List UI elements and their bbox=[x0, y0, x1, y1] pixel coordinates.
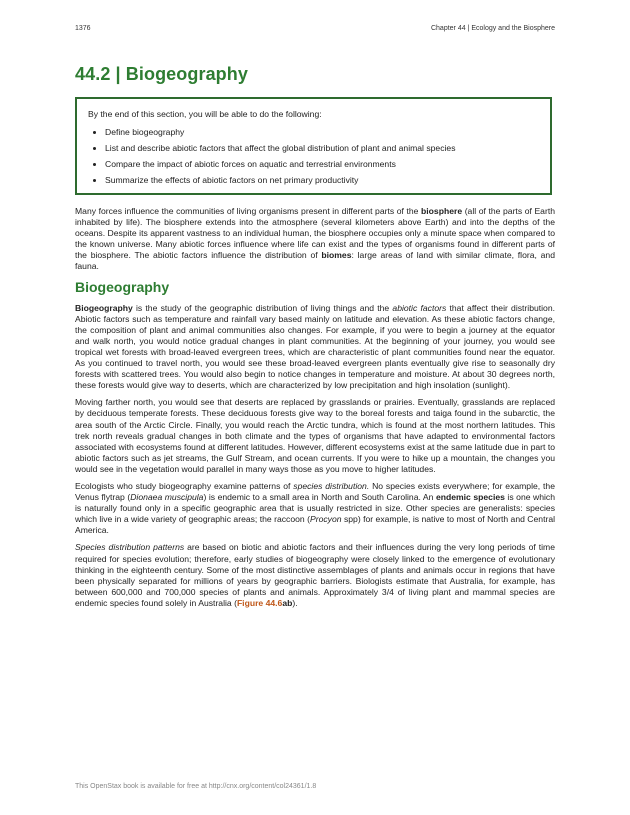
term-biogeography: Biogeography bbox=[75, 302, 133, 313]
section-title: 44.2 | Biogeography bbox=[75, 64, 248, 84]
term-species-distribution: species distribution. bbox=[293, 480, 370, 491]
text-run: that affect their distribution. Abiotic factors such as temperature and rainfall vary based mainly on latitude and elevation. As these abiotic factors change, the composition of plant and animal communities also changes. For example, if you were to begin a journey at the equator and walk north, you would notice gradual changes in plant communities. At the beginning of your journey, you would see tropical wet forests with broad-leaved evergreen trees, which are characteristic of plant communities found near the equator. As you continued to travel north, you would see these broad-leaved evergreen plants eventually give rise to seasonally dry forests with scattered trees. You would also begin to notice changes in temperature and moisture. At about 30 degrees north, these forests would give way to deserts, which are characterized by low precipitation and high insolation (sunlight). bbox=[75, 302, 555, 391]
figure-link[interactable]: Figure 44.6 bbox=[236, 597, 283, 608]
text-run: Many forces influence the communities of living organisms present in different parts of the bbox=[75, 206, 422, 216]
figure-panel-label: ab bbox=[282, 597, 293, 608]
learning-objectives-box bbox=[75, 97, 552, 195]
species-name: Dionaea muscipula bbox=[130, 492, 204, 503]
objectives-intro: By the end of this section, you will be able to do the following: bbox=[88, 109, 322, 119]
term-abiotic-factors: abiotic factors bbox=[392, 302, 447, 313]
objective-item: • Summarize the effects of abiotic factors on net primary productivity bbox=[105, 175, 539, 185]
term-biomes: biomes bbox=[321, 250, 352, 261]
footer-note: This OpenStax book is available for free at http://cnx.org/content/col24361/1.8 bbox=[75, 783, 317, 790]
text-run: (all of the parts of Earth inhabited by life). The biosphere extends into the atmosphere (several kilometers above Earth) and into the depths of the oceans. Despite its apparent vastness to an individual human, the biosphere occupies only a minute space when compared to the known universe. Many abiotic forces influence where life can exist and the types of organisms found in different parts of the biosphere. The abiotic factors influence the distribution of bbox=[75, 206, 555, 261]
text-run: : large areas of land with similar climate, flora, and fauna. bbox=[75, 250, 555, 272]
subsection-title: Biogeography bbox=[75, 278, 170, 295]
text-run: ). bbox=[292, 597, 298, 608]
term-endemic-species: endemic species bbox=[435, 492, 505, 503]
page-number: 1376 bbox=[75, 25, 91, 32]
paragraph-1 bbox=[75, 303, 555, 392]
text-run: is one which is naturally found only in a specific geographic area that is usually restricted in size. Other species are generalists: species which live in a wide variety of geographic areas; the raccoon ( bbox=[75, 492, 555, 525]
intro-paragraph bbox=[75, 206, 555, 273]
term-species-distribution-patterns: Species distribution patterns bbox=[75, 542, 185, 553]
chapter-header: Chapter 44 | Ecology and the Biosphere bbox=[430, 25, 555, 32]
objective-item: • Define biogeography bbox=[105, 127, 539, 137]
text-run: are based on biotic and abiotic factors and their influences during the very long periods of time required for species evolution; therefore, early studies of biogeography were closely linked to the emergence of evolutionary thinking in the eighteenth century. Some of the most distinctive assemblages of plants and animals occur in regions that have been physically separated for millions of years by geographic barriers. Biologists estimate that Australia, for example, has between 600,000 and 700,000 species of plants and animals. Approximately 3/4 of living plant and mammal species are endemic species found solely in Australia ( bbox=[75, 542, 555, 608]
genus-name: Procyon bbox=[310, 514, 342, 525]
text-run: spp) for example, is native to most of North and Central America. bbox=[75, 514, 556, 536]
paragraph-2: Moving farther north, you would see that deserts are replaced by grasslands or prairies. Eventually, grasslands are replaced by deciduous temperate forests. These deciduous forests give way to the boreal forests and taiga found in the subarctic, the area south of the Arctic Circle. Finally, you would reach the Arctic tundra, which is found at the most northern latitudes. This trek north reveals gradual changes in both climate and the types of organisms that have adapted to environmental factors associated with ecosystems found at different latitudes. However, different ecosystems exist at the same latitude due in part to abiotic factors such as jet streams, the Gulf Stream, and ocean currents. If you were to hike up a mountain, the changes you would see in the vegetation would parallel in many ways those as you move to higher latitudes. bbox=[75, 397, 555, 474]
paragraph-3 bbox=[75, 481, 555, 536]
body-text bbox=[75, 206, 555, 615]
paragraph-4 bbox=[75, 542, 555, 609]
term-biosphere: biosphere bbox=[421, 206, 463, 216]
text-run: ) is endemic to a small area in North and South Carolina. An bbox=[203, 492, 436, 503]
objectives-list bbox=[88, 127, 539, 185]
objective-item: • List and describe abiotic factors that affect the global distribution of plant and animal species bbox=[105, 143, 539, 153]
text-run: No species exists everywhere; for example, the Venus flytrap ( bbox=[75, 480, 555, 503]
objective-item: • Compare the impact of abiotic forces on aquatic and terrestrial environments bbox=[105, 159, 539, 169]
text-run: Ecologists who study biogeography examine patterns of bbox=[75, 480, 294, 491]
text-run: is the study of the geographic distribution of living things and the bbox=[132, 302, 393, 313]
